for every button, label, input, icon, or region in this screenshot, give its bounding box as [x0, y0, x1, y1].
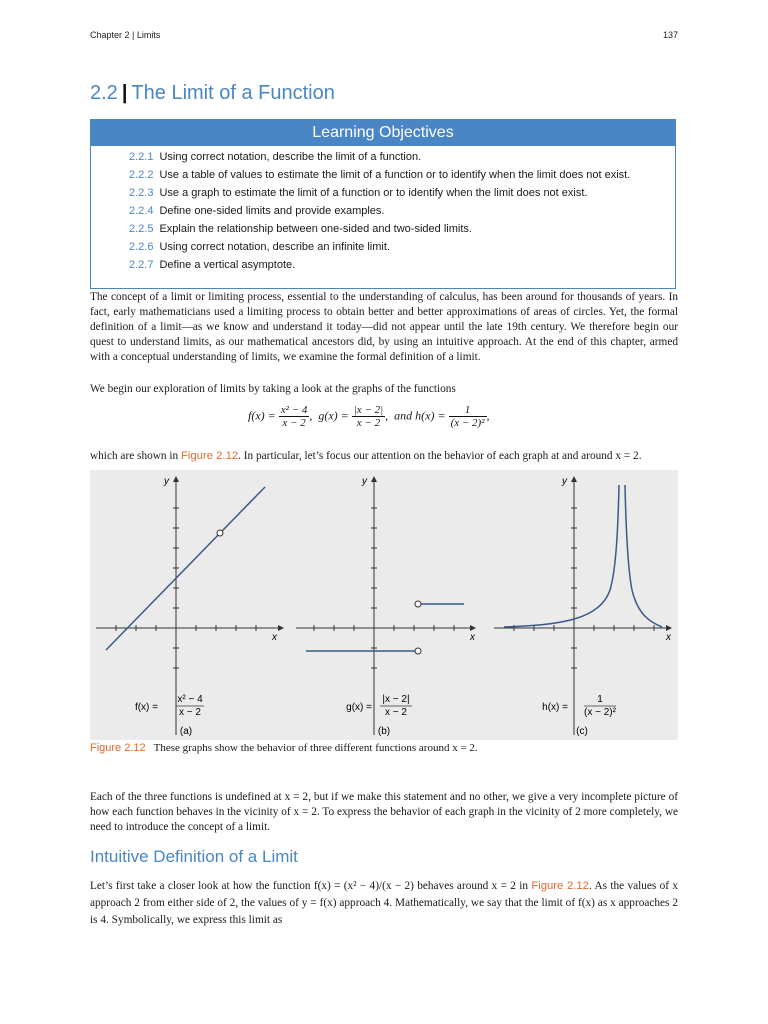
- svg-text:x² − 4: x² − 4: [177, 694, 203, 705]
- subsection-heading: Intuitive Definition of a Limit: [90, 847, 298, 866]
- open-point-lower: [415, 648, 421, 654]
- objective-item: 2.2.1 Using correct notation, describe the limit of a function.: [129, 151, 422, 163]
- figure-caption: [90, 742, 478, 754]
- svg-text:1: 1: [597, 694, 603, 705]
- svg-text:y: y: [164, 476, 169, 487]
- svg-text:x: x: [666, 632, 671, 643]
- svg-text:x: x: [272, 632, 277, 643]
- open-point-upper: [415, 601, 421, 607]
- svg-text:h(x) =: h(x) =: [542, 702, 568, 713]
- svg-text:|x − 2|: |x − 2|: [382, 694, 410, 705]
- caption-text: These graphs show the behavior of three different functions around x = 2.: [153, 742, 478, 754]
- objectives-list: [91, 146, 675, 273]
- open-point: [217, 530, 223, 536]
- learning-objectives-box: [90, 119, 676, 289]
- figure-2-12: [90, 470, 678, 740]
- objective-item: 2.2.6 Using correct notation, describe an infinite limit.: [129, 241, 390, 253]
- svg-text:y: y: [562, 476, 567, 487]
- objective-item: 2.2.4 Define one-sided limits and provide examples.: [129, 205, 385, 217]
- section-number: 2.2: [90, 82, 118, 104]
- figure-link[interactable]: Figure 2.12: [531, 880, 589, 892]
- svg-text:(b): (b): [377, 726, 391, 737]
- svg-text:g(x) =: g(x) =: [346, 702, 372, 713]
- objective-item: 2.2.5 Explain the relationship between one-sided and two-sided limits.: [129, 223, 472, 235]
- svg-text:x: x: [470, 632, 475, 643]
- figure-link[interactable]: Figure 2.12: [180, 450, 239, 462]
- functions-formula: f(x) = $\frac{\text{x² − 4}}{x - 2}$ , g(x) = $\frac{|x - 2|}{x - 2}$ , and h(x) = $\frac{1}{\text{(x − 2)²}}$ ,: [248, 404, 490, 429]
- paragraph-figure-ref: which are shown in Figure 2.12. In particular, let’s focus our attention on the behavior of each graph at and around x = 2.: [90, 450, 642, 462]
- svg-text:x − 2: x − 2: [385, 707, 407, 718]
- paragraph-undefined: Each of the three functions is undefined at x = 2, but if we make this statement and no other, we give a very incomplete picture of how each function behaves in the vicinity of x = 2. To express the behavior of each graph in the vicinity of 2 more completely, we need to introduce the concept of a limit.: [90, 791, 678, 833]
- svg-text:f(x) =: f(x) =: [134, 702, 158, 713]
- objective-item: 2.2.7 Define a vertical asymptote.: [129, 259, 296, 271]
- running-header-chapter: Chapter 2 | Limits: [90, 30, 161, 40]
- svg-text:y: y: [362, 476, 367, 487]
- section-title: 2.2 | The Limit of a Function: [90, 82, 335, 104]
- caption-label: Figure 2.12: [90, 742, 146, 754]
- svg-text:x − 2: x − 2: [179, 707, 201, 718]
- paragraph-limit-intro: Let’s first take a closer look at how the function f(x) = (x² − 4)/(x − 2) behaves around x = 2 in Figure 2.12. As the values of x approach 2 from either side of 2, the values of y = f(x) approach 4. Mathematically, we say that the limit of f(x) as x approaches 2 is 4. Symbolically, we express this limit as: [90, 880, 678, 926]
- learning-objectives-heading: Learning Objectives: [91, 120, 675, 146]
- svg-text:(c): (c): [576, 726, 588, 737]
- svg-text:(x − 2)²: (x − 2)²: [584, 707, 616, 718]
- paragraph-intro: The concept of a limit or limiting process, essential to the understanding of calculus, has been around for thousands of years. In fact, early mathematicians used a limiting process to obtain better and better approximations of areas of circles. Yet, the formal definition of a limit—as we know and understand it today—did not appear until the late 19th century. We therefore begin our quest to understand limits, as our mathematical ancestors did, by using an intuitive approach. At the end of this chapter, armed with a conceptual understanding of limits, we examine the formal definition of a limit.: [90, 291, 678, 363]
- objective-item: 2.2.3 Use a graph to estimate the limit of a function or to identify when the limit does not exist.: [129, 187, 588, 199]
- page-number: 137: [662, 30, 678, 40]
- section-heading: The Limit of a Function: [131, 82, 335, 104]
- objective-item: 2.2.2 Use a table of values to estimate the limit of a function or to identify when the limit does not exist.: [129, 169, 631, 181]
- svg-text:(a): (a): [179, 726, 193, 737]
- paragraph-functions: We begin our exploration of limits by taking a look at the graphs of the functions: [90, 383, 456, 395]
